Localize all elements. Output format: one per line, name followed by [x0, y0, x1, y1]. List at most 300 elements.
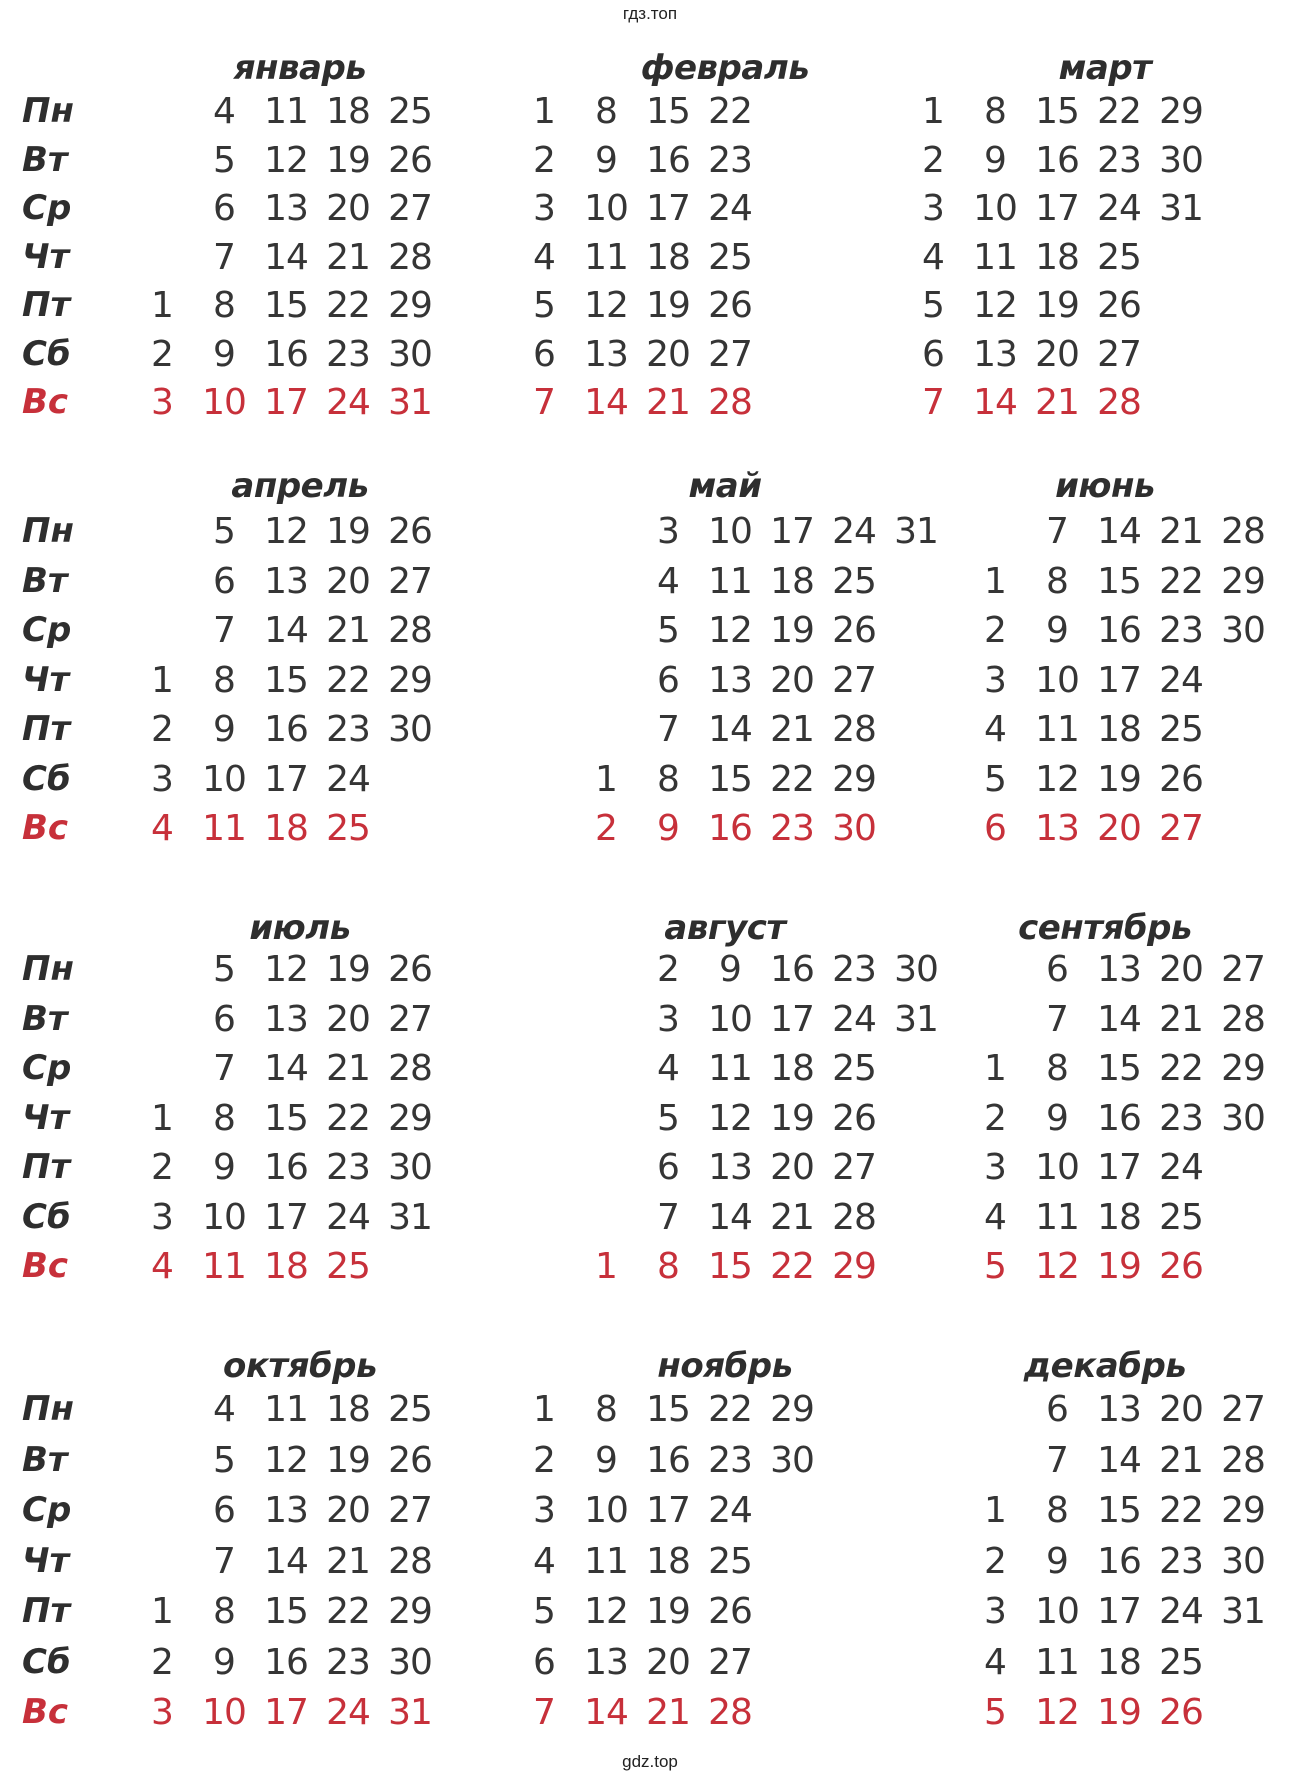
weekday-label: Сб — [22, 758, 71, 799]
date: 20 — [770, 1147, 814, 1188]
date: 8 — [984, 91, 1006, 132]
sunday-date: 23 — [770, 808, 814, 849]
date: 12 — [264, 1439, 308, 1481]
date: 28 — [1221, 998, 1265, 1040]
date: 6 — [213, 998, 235, 1040]
date: 23 — [708, 139, 752, 181]
date: 25 — [832, 1048, 876, 1089]
date: 16 — [646, 139, 690, 181]
date: 28 — [1221, 511, 1265, 552]
date: 9 — [984, 139, 1006, 181]
date: 5 — [213, 139, 235, 181]
date: 6 — [657, 659, 679, 701]
date: 9 — [1046, 1097, 1068, 1139]
date: 31 — [388, 1196, 432, 1238]
date: 7 — [213, 1048, 235, 1089]
date: 2 — [984, 1540, 1006, 1582]
date: 14 — [1097, 511, 1141, 552]
date: 9 — [595, 1439, 617, 1481]
date: 7 — [213, 610, 235, 651]
date: 27 — [388, 188, 432, 229]
sunday-date: 7 — [533, 382, 555, 423]
date: 8 — [213, 1097, 235, 1139]
date: 11 — [264, 1389, 308, 1430]
date: 19 — [326, 511, 370, 552]
date: 22 — [1159, 560, 1203, 602]
date: 10 — [584, 188, 628, 229]
sunday-date: 28 — [1097, 382, 1141, 423]
month-title: март — [1058, 48, 1152, 88]
date: 25 — [1159, 709, 1203, 750]
date: 10 — [202, 1196, 246, 1238]
date: 19 — [326, 1439, 370, 1481]
date: 11 — [973, 236, 1017, 278]
date: 9 — [213, 709, 235, 750]
date: 6 — [533, 1641, 555, 1683]
date: 26 — [388, 1439, 432, 1481]
sunday-date: 8 — [657, 1246, 679, 1287]
sunday-date: 27 — [1159, 808, 1203, 849]
date: 11 — [708, 1048, 752, 1089]
date: 17 — [1097, 659, 1141, 701]
sunday-date: 25 — [326, 1246, 370, 1287]
sunday-date: 11 — [202, 808, 246, 849]
date: 3 — [151, 1196, 173, 1238]
date: 16 — [264, 333, 308, 375]
date: 24 — [708, 188, 752, 229]
weekday-label: Чт — [22, 1097, 70, 1138]
sunday-date: 7 — [922, 382, 944, 423]
date: 21 — [326, 610, 370, 651]
date: 24 — [1159, 1147, 1203, 1188]
date: 20 — [646, 1641, 690, 1683]
date: 23 — [708, 1439, 752, 1481]
date: 25 — [388, 91, 432, 132]
date: 24 — [1159, 659, 1203, 701]
month-title: июль — [249, 908, 351, 948]
date: 28 — [388, 610, 432, 651]
date: 4 — [213, 91, 235, 132]
date: 15 — [264, 1591, 308, 1632]
date: 18 — [1035, 236, 1079, 278]
date: 25 — [1097, 236, 1141, 278]
date: 29 — [1221, 1490, 1265, 1531]
date: 28 — [388, 1540, 432, 1582]
date: 7 — [213, 1540, 235, 1582]
date: 25 — [388, 1389, 432, 1430]
date: 24 — [326, 758, 370, 800]
date: 10 — [202, 758, 246, 800]
date: 12 — [584, 285, 628, 326]
sunday-date: 9 — [657, 808, 679, 849]
sunday-date: 21 — [646, 1692, 690, 1733]
date: 13 — [584, 333, 628, 375]
date: 18 — [1097, 709, 1141, 750]
date: 9 — [1046, 1540, 1068, 1582]
date: 15 — [1097, 1490, 1141, 1531]
date: 21 — [326, 236, 370, 278]
date: 29 — [388, 285, 432, 326]
date: 18 — [646, 236, 690, 278]
date: 26 — [388, 139, 432, 181]
date: 16 — [264, 1147, 308, 1188]
date: 20 — [646, 333, 690, 375]
date: 21 — [1159, 511, 1203, 552]
date: 8 — [213, 285, 235, 326]
weekday-label: Пн — [22, 1389, 74, 1429]
date: 12 — [708, 610, 752, 651]
date: 20 — [1159, 949, 1203, 990]
date: 13 — [584, 1641, 628, 1683]
date: 16 — [1097, 1097, 1141, 1139]
month-title: ноябрь — [657, 1346, 793, 1386]
date: 23 — [1159, 1540, 1203, 1582]
month-title: июнь — [1055, 466, 1155, 506]
date: 4 — [657, 560, 679, 602]
date: 3 — [922, 188, 944, 229]
month-title: сентябрь — [1018, 908, 1192, 948]
weekday-label: Чт — [22, 236, 70, 277]
date: 15 — [646, 1389, 690, 1430]
sunday-date: 26 — [1159, 1246, 1203, 1287]
date: 11 — [1035, 1196, 1079, 1238]
sunday-date: 3 — [151, 382, 173, 423]
date: 22 — [770, 758, 814, 800]
date: 23 — [1159, 610, 1203, 651]
date: 16 — [770, 949, 814, 990]
date: 16 — [646, 1439, 690, 1481]
date: 19 — [326, 139, 370, 181]
date: 7 — [1046, 998, 1068, 1040]
sunday-date: 21 — [646, 382, 690, 423]
sunday-date: 31 — [388, 382, 432, 423]
date: 13 — [264, 998, 308, 1040]
date: 7 — [657, 709, 679, 750]
date: 3 — [984, 659, 1006, 701]
date: 8 — [595, 1389, 617, 1430]
weekday-label: Пт — [22, 1591, 71, 1631]
date: 29 — [388, 1097, 432, 1139]
date: 27 — [708, 333, 752, 375]
date: 1 — [151, 1591, 173, 1632]
month-title: декабрь — [1023, 1346, 1187, 1386]
date: 25 — [1159, 1641, 1203, 1683]
date: 8 — [1046, 560, 1068, 602]
date: 27 — [388, 560, 432, 602]
date: 30 — [1221, 1540, 1265, 1582]
date: 15 — [1097, 1048, 1141, 1089]
date: 6 — [213, 560, 235, 602]
date: 23 — [326, 709, 370, 750]
weekday-label: Сб — [22, 1641, 71, 1682]
date: 1 — [533, 91, 555, 132]
date: 5 — [657, 1097, 679, 1139]
weekday-label: Вс — [22, 1246, 69, 1286]
date: 14 — [264, 1540, 308, 1582]
date: 6 — [213, 188, 235, 229]
date: 2 — [533, 1439, 555, 1481]
date: 20 — [326, 1490, 370, 1531]
date: 9 — [719, 949, 741, 990]
weekday-label: Вт — [22, 139, 68, 180]
date: 8 — [213, 1591, 235, 1632]
date: 15 — [264, 659, 308, 701]
date: 18 — [770, 1048, 814, 1089]
date: 17 — [646, 1490, 690, 1531]
date: 29 — [1221, 560, 1265, 602]
date: 14 — [1097, 1439, 1141, 1481]
date: 26 — [708, 1591, 752, 1632]
date: 14 — [264, 610, 308, 651]
date: 30 — [1221, 610, 1265, 651]
date: 3 — [151, 758, 173, 800]
weekday-label: Вс — [22, 1692, 69, 1732]
date: 5 — [657, 610, 679, 651]
date: 10 — [1035, 1147, 1079, 1188]
weekday-label: Ср — [22, 1490, 72, 1530]
sunday-date: 24 — [326, 382, 370, 423]
weekday-label: Ср — [22, 1048, 72, 1088]
date: 27 — [1221, 1389, 1265, 1430]
date: 1 — [984, 1490, 1006, 1531]
date: 8 — [595, 91, 617, 132]
date: 1 — [151, 659, 173, 701]
weekday-label: Пн — [22, 91, 74, 131]
date: 30 — [770, 1439, 814, 1481]
date: 28 — [832, 709, 876, 750]
date: 9 — [213, 1147, 235, 1188]
date: 30 — [1159, 139, 1203, 181]
date: 21 — [326, 1048, 370, 1089]
date: 27 — [832, 659, 876, 701]
date: 30 — [388, 709, 432, 750]
date: 26 — [832, 610, 876, 651]
weekday-label: Пт — [22, 709, 71, 749]
date: 26 — [708, 285, 752, 326]
date: 23 — [326, 333, 370, 375]
date: 25 — [708, 1540, 752, 1582]
date: 4 — [984, 1641, 1006, 1683]
date: 5 — [984, 758, 1006, 800]
date: 4 — [984, 1196, 1006, 1238]
date: 18 — [770, 560, 814, 602]
date: 20 — [770, 659, 814, 701]
date: 6 — [657, 1147, 679, 1188]
weekday-label: Вт — [22, 1439, 68, 1480]
date: 17 — [770, 511, 814, 552]
date: 24 — [1097, 188, 1141, 229]
sunday-date: 24 — [326, 1692, 370, 1733]
date: 9 — [595, 139, 617, 181]
sunday-date: 25 — [326, 808, 370, 849]
sunday-date: 4 — [151, 808, 173, 849]
date: 1 — [922, 91, 944, 132]
date: 5 — [533, 285, 555, 326]
month-title: февраль — [640, 48, 810, 88]
date: 1 — [151, 285, 173, 326]
date: 26 — [1097, 285, 1141, 326]
sunday-date: 14 — [584, 1692, 628, 1733]
date: 28 — [1221, 1439, 1265, 1481]
date: 11 — [708, 560, 752, 602]
month-title: октябрь — [222, 1346, 378, 1386]
date: 16 — [1035, 139, 1079, 181]
date: 2 — [151, 1641, 173, 1683]
date: 27 — [832, 1147, 876, 1188]
date: 30 — [388, 1641, 432, 1683]
date: 20 — [326, 998, 370, 1040]
date: 28 — [388, 1048, 432, 1089]
date: 17 — [1097, 1591, 1141, 1632]
date: 10 — [708, 998, 752, 1040]
sunday-date: 20 — [1097, 808, 1141, 849]
date: 7 — [1046, 1439, 1068, 1481]
date: 3 — [657, 998, 679, 1040]
date: 20 — [326, 188, 370, 229]
date: 20 — [326, 560, 370, 602]
date: 25 — [1159, 1196, 1203, 1238]
date: 13 — [708, 1147, 752, 1188]
sunday-date: 22 — [770, 1246, 814, 1287]
date: 13 — [708, 659, 752, 701]
date: 22 — [708, 1389, 752, 1430]
weekday-label: Чт — [22, 1540, 70, 1581]
weekday-label: Сб — [22, 1196, 71, 1237]
date: 10 — [708, 511, 752, 552]
date: 13 — [264, 188, 308, 229]
sunday-date: 4 — [151, 1246, 173, 1287]
date: 14 — [1097, 998, 1141, 1040]
date: 19 — [770, 1097, 814, 1139]
date: 12 — [1035, 758, 1079, 800]
sunday-date: 30 — [832, 808, 876, 849]
date: 4 — [213, 1389, 235, 1430]
date: 2 — [657, 949, 679, 990]
date: 27 — [708, 1641, 752, 1683]
date: 15 — [264, 285, 308, 326]
weekday-label: Вт — [22, 998, 68, 1039]
date: 24 — [1159, 1591, 1203, 1632]
date: 3 — [533, 188, 555, 229]
date: 31 — [894, 511, 938, 552]
date: 11 — [584, 236, 628, 278]
date: 22 — [1159, 1490, 1203, 1531]
date: 23 — [832, 949, 876, 990]
month-title: апрель — [231, 466, 369, 506]
sunday-date: 16 — [708, 808, 752, 849]
date: 26 — [1159, 758, 1203, 800]
date: 27 — [1097, 333, 1141, 375]
date: 13 — [1097, 1389, 1141, 1430]
sunday-date: 19 — [1097, 1692, 1141, 1733]
date: 8 — [1046, 1048, 1068, 1089]
date: 4 — [533, 1540, 555, 1582]
date: 17 — [770, 998, 814, 1040]
date: 6 — [1046, 949, 1068, 990]
date: 31 — [1159, 188, 1203, 229]
date: 5 — [213, 949, 235, 990]
sunday-date: 13 — [1035, 808, 1079, 849]
date: 5 — [533, 1591, 555, 1632]
date: 14 — [264, 236, 308, 278]
date: 29 — [388, 1591, 432, 1632]
date: 30 — [894, 949, 938, 990]
sunday-date: 5 — [984, 1246, 1006, 1287]
sunday-date: 17 — [264, 382, 308, 423]
date: 1 — [984, 560, 1006, 602]
date: 23 — [326, 1147, 370, 1188]
date: 8 — [1046, 1490, 1068, 1531]
date: 2 — [151, 1147, 173, 1188]
date: 18 — [646, 1540, 690, 1582]
date: 16 — [264, 1641, 308, 1683]
sunday-date: 11 — [202, 1246, 246, 1287]
date: 4 — [984, 709, 1006, 750]
sunday-date: 26 — [1159, 1692, 1203, 1733]
date: 11 — [1035, 1641, 1079, 1683]
date: 12 — [973, 285, 1017, 326]
date: 30 — [388, 1147, 432, 1188]
date: 12 — [264, 511, 308, 552]
date: 18 — [1097, 1196, 1141, 1238]
weekday-label: Пт — [22, 1147, 71, 1187]
sunday-date: 12 — [1035, 1246, 1079, 1287]
date: 6 — [1046, 1389, 1068, 1430]
date: 22 — [326, 285, 370, 326]
date: 29 — [1221, 1048, 1265, 1089]
date: 24 — [708, 1490, 752, 1531]
date: 28 — [832, 1196, 876, 1238]
date: 3 — [984, 1147, 1006, 1188]
date: 29 — [832, 758, 876, 800]
date: 23 — [1159, 1097, 1203, 1139]
date: 11 — [584, 1540, 628, 1582]
date: 14 — [264, 1048, 308, 1089]
date: 17 — [264, 758, 308, 800]
date: 21 — [770, 709, 814, 750]
weekday-label: Сб — [22, 333, 71, 374]
date: 19 — [646, 285, 690, 326]
date: 30 — [1221, 1097, 1265, 1139]
date: 22 — [1097, 91, 1141, 132]
sunday-date: 28 — [708, 382, 752, 423]
date: 6 — [533, 333, 555, 375]
date: 13 — [973, 333, 1017, 375]
date: 23 — [1097, 139, 1141, 181]
date: 27 — [388, 1490, 432, 1531]
date: 12 — [264, 949, 308, 990]
date: 24 — [832, 998, 876, 1040]
date: 26 — [832, 1097, 876, 1139]
date: 4 — [922, 236, 944, 278]
sunday-date: 3 — [151, 1692, 173, 1733]
date: 25 — [832, 560, 876, 602]
date: 25 — [708, 236, 752, 278]
date: 14 — [708, 1196, 752, 1238]
date: 23 — [326, 1641, 370, 1683]
date: 27 — [1221, 949, 1265, 990]
sunday-date: 6 — [984, 808, 1006, 849]
sunday-date: 19 — [1097, 1246, 1141, 1287]
date: 2 — [151, 709, 173, 750]
date: 16 — [1097, 610, 1141, 651]
date: 3 — [657, 511, 679, 552]
date: 8 — [213, 659, 235, 701]
date: 18 — [326, 1389, 370, 1430]
weekday-label: Вт — [22, 560, 68, 601]
date: 24 — [832, 511, 876, 552]
date: 19 — [326, 949, 370, 990]
